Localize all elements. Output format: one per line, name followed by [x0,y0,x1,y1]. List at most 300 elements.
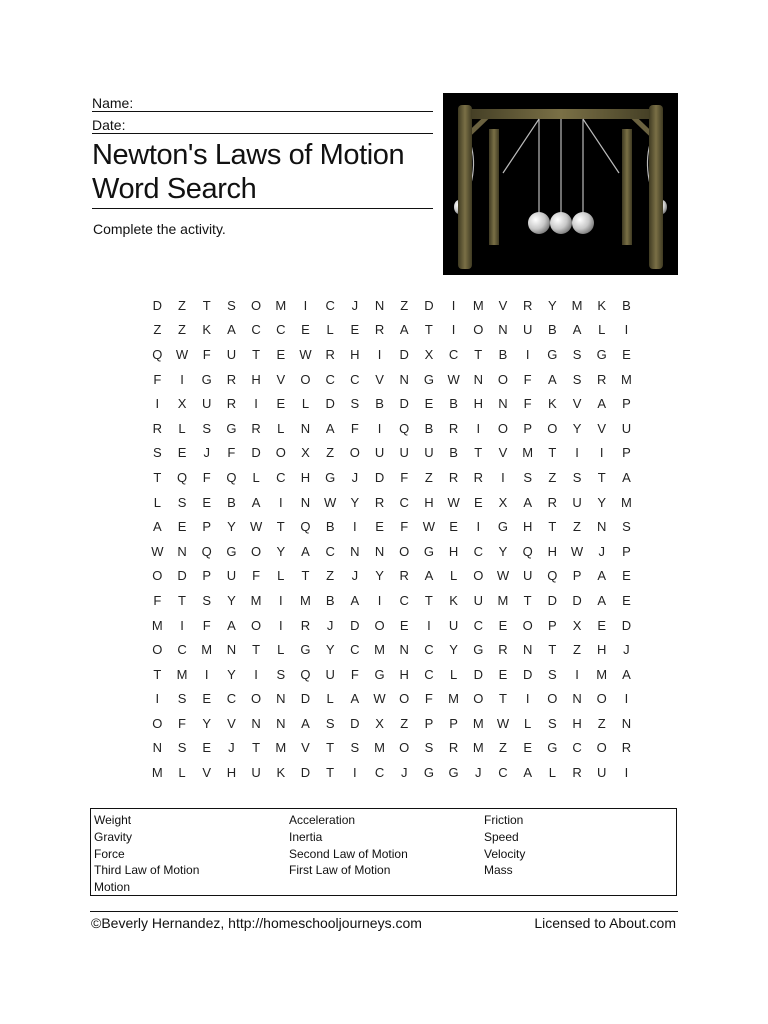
grid-letter[interactable]: W [175,346,189,362]
grid-letter[interactable]: T [498,691,507,707]
grid-letter[interactable]: D [399,346,409,362]
grid-letter[interactable]: X [375,715,384,731]
grid-letter[interactable]: D [522,666,533,682]
grid-letter[interactable]: M [374,740,385,756]
grid-letter[interactable]: D [152,297,163,313]
grid-letter[interactable]: C [325,543,335,559]
grid-letter[interactable]: Y [597,494,607,510]
grid-letter[interactable]: H [473,396,483,412]
grid-letter[interactable]: I [525,346,530,362]
grid-letter[interactable]: D [374,469,385,485]
grid-letter[interactable]: C [424,642,434,658]
grid-letter[interactable]: U [374,445,385,461]
grid-letter[interactable]: V [276,371,286,387]
grid-letter[interactable]: T [202,297,211,313]
grid-letter[interactable]: D [547,592,558,608]
grid-letter[interactable]: V [498,445,508,461]
grid-letter[interactable]: P [572,568,582,584]
grid-letter[interactable]: Q [522,543,533,559]
grid-letter[interactable]: N [276,691,286,707]
grid-letter[interactable]: C [399,592,409,608]
grid-letter[interactable]: R [152,420,163,436]
grid-letter[interactable]: C [226,691,237,707]
grid-letter[interactable]: C [325,297,335,313]
grid-letter[interactable]: Y [375,568,384,584]
grid-letter[interactable]: C [350,371,360,387]
grid-letter[interactable]: U [399,445,409,461]
grid-letter[interactable]: I [155,691,160,707]
grid-letter[interactable]: H [300,469,311,485]
grid-letter[interactable]: O [349,445,360,461]
grid-letter[interactable]: I [501,469,505,485]
grid-letter[interactable]: T [548,519,557,535]
grid-letter[interactable]: L [178,765,186,781]
grid-letter[interactable]: I [155,396,160,412]
grid-letter[interactable]: J [351,297,359,313]
grid-letter[interactable]: V [375,371,384,387]
grid-letter[interactable]: Z [400,297,409,313]
grid-letter[interactable]: S [572,371,582,387]
grid-letter[interactable]: I [427,617,431,633]
grid-letter[interactable]: U [597,765,607,781]
grid-letter[interactable]: Y [572,420,582,436]
grid-letter[interactable]: K [597,297,607,313]
grid-letter[interactable]: E [473,494,483,510]
grid-letter[interactable]: G [448,765,459,781]
grid-letter[interactable]: D [300,765,311,781]
grid-letter[interactable]: L [598,322,606,338]
grid-letter[interactable]: T [252,642,261,658]
grid-letter[interactable]: G [423,543,434,559]
grid-letter[interactable]: F [400,519,409,535]
grid-letter[interactable]: I [377,592,382,608]
grid-letter[interactable]: O [399,543,410,559]
grid-letter[interactable]: Q [399,420,410,436]
grid-letter[interactable]: I [278,617,283,633]
grid-letter[interactable]: Y [325,642,335,658]
grid-letter[interactable]: Y [498,543,508,559]
grid-letter[interactable]: V [498,297,508,313]
grid-letter[interactable]: M [571,297,583,313]
grid-letter[interactable]: K [548,396,557,412]
grid-letter[interactable]: F [523,371,532,387]
grid-letter[interactable]: Z [326,445,335,461]
grid-letter[interactable]: P [202,568,212,584]
grid-letter[interactable]: A [523,494,532,510]
grid-letter[interactable]: V [572,396,582,412]
grid-letter[interactable]: R [448,420,459,436]
grid-letter[interactable]: A [251,494,261,510]
grid-letter[interactable]: D [251,445,261,461]
grid-letter[interactable]: E [622,568,631,584]
grid-letter[interactable]: M [151,617,163,633]
grid-letter[interactable]: Z [597,715,606,731]
grid-letter[interactable]: L [449,568,458,584]
grid-letter[interactable]: O [251,297,262,313]
grid-letter[interactable]: G [423,765,434,781]
grid-letter[interactable]: W [151,543,164,559]
grid-letter[interactable]: T [301,568,310,584]
grid-letter[interactable]: B [424,420,434,436]
grid-letter[interactable]: E [301,322,310,338]
grid-letter[interactable]: V [301,740,310,756]
grid-letter[interactable]: Y [202,715,212,731]
grid-letter[interactable]: R [498,642,508,658]
grid-letter[interactable]: G [547,740,558,756]
grid-letter[interactable]: Y [227,592,236,608]
grid-letter[interactable]: J [400,765,408,781]
grid-letter[interactable]: J [203,445,210,461]
grid-letter[interactable]: D [350,715,360,731]
grid-letter[interactable]: M [201,642,213,658]
grid-letter[interactable]: F [350,666,359,682]
grid-letter[interactable]: R [251,420,261,436]
grid-letter[interactable]: C [374,765,385,781]
grid-letter[interactable]: O [399,740,410,756]
grid-letter[interactable]: A [301,715,310,731]
grid-letter[interactable]: W [373,691,386,707]
grid-letter[interactable]: N [300,494,311,510]
grid-letter[interactable]: L [277,420,285,436]
grid-letter[interactable]: O [473,691,484,707]
grid-letter[interactable]: I [476,420,481,436]
grid-letter[interactable]: W [447,371,460,387]
grid-letter[interactable]: L [326,691,334,707]
grid-letter[interactable]: C [350,642,360,658]
grid-letter[interactable]: X [498,494,508,510]
grid-letter[interactable]: H [251,371,261,387]
grid-letter[interactable]: E [276,346,286,362]
grid-letter[interactable]: H [572,715,582,731]
grid-letter[interactable]: H [350,346,360,362]
grid-letter[interactable]: J [475,765,482,781]
grid-letter[interactable]: Q [547,568,558,584]
grid-letter[interactable]: G [300,642,311,658]
grid-letter[interactable]: I [303,297,308,313]
grid-letter[interactable]: B [325,592,335,608]
grid-letter[interactable]: I [353,765,357,781]
grid-letter[interactable]: H [547,543,558,559]
grid-letter[interactable]: N [374,297,385,313]
grid-letter[interactable]: U [621,420,632,436]
grid-letter[interactable]: Z [178,297,186,313]
grid-letter[interactable]: O [522,617,533,633]
grid-letter[interactable]: P [424,715,434,731]
grid-letter[interactable]: S [548,666,557,682]
grid-letter[interactable]: H [597,642,607,658]
grid-letter[interactable]: X [572,617,582,633]
grid-letter[interactable]: Q [201,543,212,559]
grid-letter[interactable]: U [226,346,237,362]
grid-letter[interactable]: S [622,519,631,535]
grid-letter[interactable]: R [448,469,459,485]
grid-letter[interactable]: E [622,346,631,362]
grid-letter[interactable]: U [424,445,434,461]
grid-letter[interactable]: C [498,765,508,781]
grid-letter[interactable]: E [622,592,631,608]
grid-letter[interactable]: J [326,617,334,633]
grid-letter[interactable]: D [350,617,360,633]
grid-letter[interactable]: E [375,519,384,535]
grid-letter[interactable]: T [548,445,557,461]
grid-letter[interactable]: S [548,715,557,731]
grid-letter[interactable]: H [424,494,434,510]
grid-letter[interactable]: I [254,666,258,682]
grid-letter[interactable]: B [325,519,335,535]
grid-letter[interactable]: G [325,469,336,485]
grid-letter[interactable]: A [597,396,607,412]
grid-letter[interactable]: U [522,322,533,338]
grid-letter[interactable]: O [275,445,286,461]
grid-letter[interactable]: A [350,592,360,608]
grid-letter[interactable]: S [276,666,286,682]
grid-letter[interactable]: S [350,740,360,756]
grid-letter[interactable]: F [202,469,211,485]
grid-letter[interactable]: S [227,297,236,313]
grid-letter[interactable]: M [472,740,484,756]
grid-letter[interactable]: E [424,396,434,412]
grid-letter[interactable]: T [424,322,433,338]
grid-letter[interactable]: A [622,666,631,682]
grid-letter[interactable]: F [424,691,433,707]
grid-letter[interactable]: S [572,346,582,362]
grid-letter[interactable]: T [178,592,186,608]
grid-letter[interactable]: U [325,666,335,682]
grid-letter[interactable]: L [449,666,458,682]
grid-letter[interactable]: D [399,396,409,412]
grid-letter[interactable]: A [523,765,532,781]
grid-letter[interactable]: N [522,642,533,658]
grid-letter[interactable]: D [473,666,483,682]
grid-letter[interactable]: I [575,445,579,461]
grid-letter[interactable]: E [523,740,532,756]
grid-letter[interactable]: T [474,445,483,461]
grid-letter[interactable]: L [548,765,556,781]
grid-letter[interactable]: M [522,445,534,461]
grid-letter[interactable]: E [276,396,286,412]
grid-letter[interactable]: R [597,371,607,387]
grid-letter[interactable]: I [624,322,629,338]
grid-letter[interactable]: F [178,715,186,731]
grid-letter[interactable]: A [424,568,434,584]
grid-letter[interactable]: I [624,765,629,781]
grid-letter[interactable]: M [275,297,287,313]
grid-letter[interactable]: B [449,445,458,461]
grid-letter[interactable]: P [548,617,557,633]
grid-letter[interactable]: W [324,494,337,510]
grid-letter[interactable]: S [350,396,360,412]
grid-letter[interactable]: O [251,617,262,633]
grid-letter[interactable]: Z [326,568,335,584]
grid-letter[interactable]: D [325,396,335,412]
grid-letter[interactable]: B [449,396,458,412]
grid-letter[interactable]: B [548,322,557,338]
grid-letter[interactable]: O [473,568,484,584]
grid-letter[interactable]: N [621,715,632,731]
grid-letter[interactable]: S [424,740,434,756]
grid-letter[interactable]: Q [176,469,188,485]
grid-letter[interactable]: A [227,617,236,633]
grid-letter[interactable]: X [177,396,187,412]
grid-letter[interactable]: B [498,346,508,362]
grid-letter[interactable]: U [251,765,261,781]
grid-letter[interactable]: I [180,617,184,633]
grid-letter[interactable]: M [374,642,385,658]
grid-letter[interactable]: T [326,740,335,756]
grid-letter[interactable]: M [250,592,262,608]
grid-letter[interactable]: O [300,371,311,387]
grid-letter[interactable]: R [325,346,335,362]
grid-letter[interactable]: F [202,346,211,362]
grid-letter[interactable]: G [226,420,237,436]
grid-letter[interactable]: U [226,568,237,584]
grid-letter[interactable]: Y [227,666,236,682]
grid-letter[interactable]: E [449,519,458,535]
grid-letter[interactable]: P [622,396,631,412]
grid-letter[interactable]: N [276,715,286,731]
grid-letter[interactable]: N [399,642,409,658]
grid-letter[interactable]: G [423,371,434,387]
grid-letter[interactable]: R [473,469,483,485]
grid-letter[interactable]: M [300,592,311,608]
grid-letter[interactable]: N [572,691,582,707]
grid-letter[interactable]: T [252,346,261,362]
grid-letter[interactable]: P [622,445,631,461]
grid-letter[interactable]: J [623,642,630,658]
grid-letter[interactable]: T [523,592,532,608]
grid-letter[interactable]: E [597,617,607,633]
grid-letter[interactable]: I [278,494,283,510]
grid-letter[interactable]: C [251,322,261,338]
grid-letter[interactable]: U [202,396,212,412]
grid-letter[interactable]: R [300,617,311,633]
grid-letter[interactable]: T [474,346,483,362]
grid-letter[interactable]: U [572,494,582,510]
grid-letter[interactable]: Z [548,469,557,485]
grid-letter[interactable]: N [498,322,508,338]
grid-letter[interactable]: Q [152,346,163,362]
grid-letter[interactable]: O [497,420,509,436]
grid-letter[interactable]: F [227,445,236,461]
grid-letter[interactable]: K [449,592,458,608]
grid-letter[interactable]: O [547,420,558,436]
grid-letter[interactable]: Z [498,740,507,756]
grid-letter[interactable]: S [153,445,162,461]
grid-letter[interactable]: P [202,519,212,535]
grid-letter[interactable]: T [153,666,162,682]
grid-letter[interactable]: A [325,420,335,436]
grid-letter[interactable]: W [422,519,436,535]
grid-letter[interactable]: L [326,322,334,338]
grid-letter[interactable]: M [472,715,484,731]
grid-letter[interactable]: F [400,469,409,485]
name-field[interactable] [92,95,433,112]
grid-letter[interactable]: F [153,592,162,608]
grid-letter[interactable]: N [226,642,237,658]
grid-letter[interactable]: J [228,740,235,756]
grid-letter[interactable]: S [523,469,532,485]
grid-letter[interactable]: E [350,322,360,338]
grid-letter[interactable]: S [202,420,212,436]
grid-letter[interactable]: I [451,297,456,313]
grid-letter[interactable]: I [599,445,604,461]
grid-letter[interactable]: L [524,715,532,731]
grid-letter[interactable]: S [572,469,582,485]
grid-letter[interactable]: N [251,715,261,731]
grid-letter[interactable]: O [596,740,607,756]
grid-letter[interactable]: I [278,592,283,608]
grid-letter[interactable]: F [523,396,532,412]
grid-letter[interactable]: N [152,740,163,756]
grid-letter[interactable]: I [353,519,357,535]
grid-letter[interactable]: M [497,592,509,608]
grid-letter[interactable]: E [177,445,187,461]
grid-letter[interactable]: V [597,420,607,436]
grid-letter[interactable]: E [177,519,187,535]
grid-letter[interactable]: Z [153,322,162,338]
grid-letter[interactable]: M [448,691,460,707]
grid-letter[interactable]: B [227,494,236,510]
grid-letter[interactable]: S [177,494,187,510]
grid-letter[interactable]: W [570,543,584,559]
grid-letter[interactable]: R [226,396,237,412]
grid-letter[interactable]: C [473,617,483,633]
grid-letter[interactable]: L [301,396,310,412]
grid-letter[interactable]: W [299,346,312,362]
grid-letter[interactable]: E [498,666,508,682]
grid-letter[interactable]: T [153,469,162,485]
grid-letter[interactable]: O [399,691,410,707]
grid-letter[interactable]: E [498,617,508,633]
grid-letter[interactable]: O [152,715,163,731]
grid-letter[interactable]: Q [300,666,311,682]
grid-letter[interactable]: T [276,519,285,535]
grid-letter[interactable]: C [424,666,434,682]
grid-letter[interactable]: Q [226,469,237,485]
grid-letter[interactable]: H [399,666,409,682]
grid-letter[interactable]: Y [350,494,360,510]
grid-letter[interactable]: T [548,642,557,658]
grid-letter[interactable]: L [277,642,285,658]
grid-letter[interactable]: A [548,371,557,387]
grid-letter[interactable]: G [547,346,558,362]
grid-letter[interactable]: S [325,715,335,731]
grid-letter[interactable]: P [622,543,631,559]
grid-letter[interactable]: Z [573,642,581,658]
grid-letter[interactable]: L [178,420,186,436]
grid-letter[interactable]: D [424,297,434,313]
grid-letter[interactable]: G [374,666,385,682]
grid-letter[interactable]: K [276,765,286,781]
grid-letter[interactable]: R [522,297,533,313]
grid-letter[interactable]: R [547,494,558,510]
grid-letter[interactable]: G [226,543,237,559]
grid-letter[interactable]: K [202,322,212,338]
grid-letter[interactable]: M [151,765,163,781]
grid-letter[interactable]: D [572,592,582,608]
grid-letter[interactable]: C [572,740,582,756]
grid-letter[interactable]: A [153,519,162,535]
grid-letter[interactable]: S [202,592,212,608]
grid-letter[interactable]: A [301,543,310,559]
grid-letter[interactable]: M [275,740,287,756]
grid-letter[interactable]: M [176,666,188,682]
grid-letter[interactable]: X [301,445,310,461]
grid-letter[interactable]: I [204,666,209,682]
grid-letter[interactable]: H [448,543,459,559]
grid-letter[interactable]: O [547,691,558,707]
grid-letter[interactable]: O [251,691,262,707]
